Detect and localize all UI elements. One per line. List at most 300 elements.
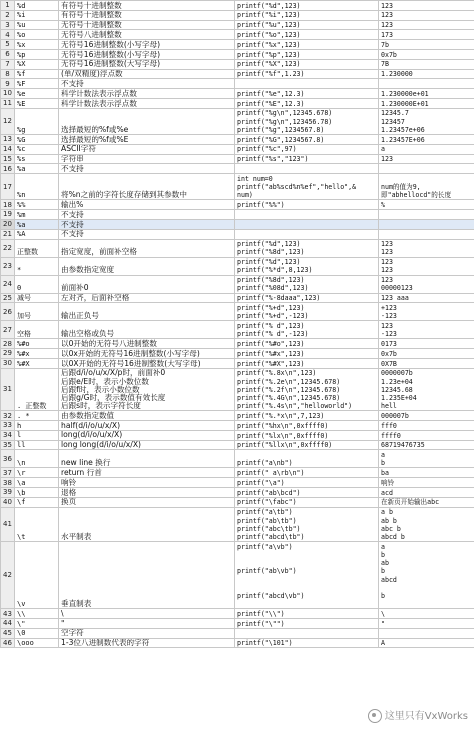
format-cell[interactable]: %F: [15, 79, 59, 89]
code-cell[interactable]: [235, 293, 379, 303]
code-cell[interactable]: [235, 257, 379, 275]
row-number[interactable]: 26: [1, 303, 15, 321]
description-cell[interactable]: 将%n之前的字符长度存储到其参数中: [59, 174, 235, 200]
output-cell[interactable]: [379, 59, 474, 69]
row-number[interactable]: 11: [1, 98, 15, 108]
format-cell[interactable]: *: [15, 257, 59, 275]
format-cell[interactable]: %f: [15, 69, 59, 79]
row-number[interactable]: 24: [1, 275, 15, 293]
description-cell[interactable]: ASCII字符: [59, 144, 235, 154]
output-cell[interactable]: [379, 79, 474, 89]
code-cell[interactable]: [235, 303, 379, 321]
description-cell[interactable]: return 行首: [59, 468, 235, 478]
description-cell[interactable]: 前面补0: [59, 275, 235, 293]
code-cell[interactable]: [235, 421, 379, 431]
sheet-row[interactable]: [1, 257, 474, 275]
sheet-row[interactable]: [1, 210, 474, 220]
row-number[interactable]: 42: [1, 542, 15, 609]
sheet-row[interactable]: [1, 59, 474, 69]
description-cell-line: 后跟f时，表示小数位数: [61, 384, 140, 394]
description-cell[interactable]: [59, 368, 235, 411]
row-number[interactable]: 4: [1, 30, 15, 40]
format-cell[interactable]: \t: [15, 507, 59, 541]
output-cell-line: 在新页开始输出abc: [381, 498, 440, 507]
description-cell[interactable]: half(d/i/o/u/x/X): [59, 421, 235, 431]
sheet-row[interactable]: [1, 200, 474, 210]
format-cell[interactable]: %A: [15, 229, 59, 239]
output-cell[interactable]: [379, 174, 474, 200]
code-cell[interactable]: [235, 40, 379, 50]
code-cell[interactable]: [235, 358, 379, 368]
code-cell[interactable]: [235, 108, 379, 134]
description-cell[interactable]: 换页: [59, 497, 235, 507]
output-cell-line: [381, 221, 472, 229]
description-cell[interactable]: 不支持: [59, 219, 235, 229]
output-cell-line: [381, 600, 472, 608]
code-cell-line: printf("%d",123): [237, 1, 301, 10]
row-number[interactable]: 28: [1, 339, 15, 349]
description-cell[interactable]: 以0x开始的无符号16进制整数(小写字母): [59, 349, 235, 359]
output-cell[interactable]: [379, 638, 474, 648]
format-cell[interactable]: %s: [15, 154, 59, 164]
sheet-row[interactable]: [1, 154, 474, 164]
output-cell[interactable]: [379, 628, 474, 638]
format-cell[interactable]: ll: [15, 440, 59, 450]
row-number[interactable]: 46: [1, 638, 15, 648]
sheet-row[interactable]: [1, 628, 474, 638]
row-number[interactable]: 25: [1, 293, 15, 303]
sheet-row[interactable]: [1, 239, 474, 257]
sheet-row[interactable]: [1, 134, 474, 144]
output-cell[interactable]: [379, 30, 474, 40]
output-cell[interactable]: [379, 619, 474, 629]
code-cell-line: printf("%i",123): [237, 11, 301, 20]
row-number[interactable]: 44: [1, 619, 15, 629]
code-cell[interactable]: [235, 59, 379, 69]
row-number[interactable]: 37: [1, 468, 15, 478]
sheet-row[interactable]: [1, 430, 474, 440]
description-cell[interactable]: 退格: [59, 488, 235, 498]
sheet-row[interactable]: [1, 30, 474, 40]
row-number[interactable]: 45: [1, 628, 15, 638]
sheet-row[interactable]: [1, 79, 474, 89]
code-cell-line: [237, 584, 376, 592]
format-cell[interactable]: %x: [15, 40, 59, 50]
format-cell[interactable]: l: [15, 430, 59, 440]
sheet-row[interactable]: [1, 609, 474, 619]
row-number[interactable]: 15: [1, 154, 15, 164]
output-cell[interactable]: [379, 20, 474, 30]
description-cell[interactable]: 字符串: [59, 154, 235, 164]
sheet-row[interactable]: [1, 229, 474, 239]
description-cell[interactable]: 由参数指定宽度: [59, 257, 235, 275]
code-cell[interactable]: [235, 69, 379, 79]
format-cell[interactable]: h: [15, 421, 59, 431]
description-cell[interactable]: 无符号八进制整数: [59, 30, 235, 40]
format-cell[interactable]: 正整数: [15, 239, 59, 257]
sheet-row[interactable]: [1, 20, 474, 30]
sheet-row[interactable]: [1, 638, 474, 648]
row-number[interactable]: 3: [1, 20, 15, 30]
description-cell[interactable]: 垂直制表: [59, 542, 235, 609]
code-cell[interactable]: [235, 98, 379, 108]
sheet-row[interactable]: [1, 293, 474, 303]
format-cell[interactable]: \f: [15, 497, 59, 507]
description-cell[interactable]: 以0X开始的无符号16进制整数(大写字母): [59, 358, 235, 368]
format-cell[interactable]: %%: [15, 200, 59, 210]
description-cell[interactable]: 无符号十进制整数: [59, 20, 235, 30]
output-cell[interactable]: [379, 358, 474, 368]
output-cell[interactable]: [379, 450, 474, 468]
sheet-row[interactable]: [1, 10, 474, 20]
code-cell[interactable]: [235, 430, 379, 440]
format-cell[interactable]: \n: [15, 450, 59, 468]
description-cell[interactable]: (单/双精度)浮点数: [59, 69, 235, 79]
description-cell[interactable]: 指定宽度，前面补空格: [59, 239, 235, 257]
row-number[interactable]: 38: [1, 478, 15, 488]
sheet-row[interactable]: [1, 619, 474, 629]
sheet-row[interactable]: [1, 507, 474, 541]
row-number[interactable]: 22: [1, 239, 15, 257]
row-number[interactable]: 30: [1, 358, 15, 368]
output-cell-line: [381, 165, 472, 173]
format-cell[interactable]: %a: [15, 164, 59, 174]
row-number[interactable]: 23: [1, 257, 15, 275]
output-cell[interactable]: [379, 69, 474, 79]
code-cell[interactable]: [235, 30, 379, 40]
description-cell[interactable]: 输出空格或负号: [59, 321, 235, 339]
output-cell[interactable]: [379, 411, 474, 421]
description-cell[interactable]: 输出正负号: [59, 303, 235, 321]
format-cell[interactable]: %e: [15, 89, 59, 99]
description-cell[interactable]: 不支持: [59, 79, 235, 89]
output-cell[interactable]: [379, 339, 474, 349]
code-cell[interactable]: [235, 239, 379, 257]
row-number[interactable]: 39: [1, 488, 15, 498]
description-cell[interactable]: 科学计数法表示浮点数: [59, 98, 235, 108]
sheet-row[interactable]: [1, 488, 474, 498]
sheet-row[interactable]: [1, 339, 474, 349]
code-cell[interactable]: [235, 10, 379, 20]
sheet-row[interactable]: [1, 358, 474, 368]
output-cell[interactable]: [379, 303, 474, 321]
format-cell[interactable]: 减号: [15, 293, 59, 303]
output-cell-line: 123457: [381, 117, 405, 126]
format-cell[interactable]: %p: [15, 49, 59, 59]
description-cell[interactable]: 选择最短的%f或%e: [59, 108, 235, 134]
output-cell[interactable]: [379, 497, 474, 507]
format-cell[interactable]: %o: [15, 30, 59, 40]
sheet-row[interactable]: [1, 349, 474, 359]
row-number[interactable]: 20: [1, 219, 15, 229]
output-cell[interactable]: [379, 542, 474, 609]
code-cell[interactable]: [235, 339, 379, 349]
output-cell[interactable]: [379, 609, 474, 619]
row-number[interactable]: 8: [1, 69, 15, 79]
description-cell[interactable]: 空字符: [59, 628, 235, 638]
code-cell[interactable]: [235, 210, 379, 220]
code-cell[interactable]: [235, 497, 379, 507]
description-cell[interactable]: 左对齐，后面补空格: [59, 293, 235, 303]
description-cell[interactable]: 不支持: [59, 164, 235, 174]
output-cell[interactable]: [379, 164, 474, 174]
code-cell[interactable]: [235, 20, 379, 30]
code-cell[interactable]: [235, 49, 379, 59]
format-cell[interactable]: \\: [15, 609, 59, 619]
row-number[interactable]: 9: [1, 79, 15, 89]
output-cell-line: fff0: [381, 421, 397, 430]
row-number[interactable]: 33: [1, 421, 15, 431]
description-cell[interactable]: 水平制表: [59, 507, 235, 541]
sheet-row[interactable]: [1, 303, 474, 321]
description-cell[interactable]: 1-3位八进制数代表的字符: [59, 638, 235, 648]
row-number[interactable]: 27: [1, 321, 15, 339]
sheet-row[interactable]: [1, 164, 474, 174]
code-cell[interactable]: [235, 200, 379, 210]
description-cell[interactable]: long(d/i/o/u/x/X): [59, 430, 235, 440]
format-cell[interactable]: \a: [15, 478, 59, 488]
code-cell[interactable]: [235, 275, 379, 293]
format-cell[interactable]: . *: [15, 411, 59, 421]
format-cell[interactable]: 0: [15, 275, 59, 293]
output-cell[interactable]: [379, 154, 474, 164]
format-cell[interactable]: %d: [15, 1, 59, 11]
code-cell[interactable]: [235, 164, 379, 174]
row-number[interactable]: 34: [1, 430, 15, 440]
sheet-row[interactable]: [1, 49, 474, 59]
description-cell[interactable]: 无符号16进制整数(小写字母): [59, 40, 235, 50]
code-cell[interactable]: [235, 488, 379, 498]
output-cell[interactable]: [379, 239, 474, 257]
description-cell[interactable]: 输出%: [59, 200, 235, 210]
output-cell-line: 0x7b: [381, 50, 397, 59]
output-cell-line: ab b: [381, 516, 397, 525]
sheet-row[interactable]: [1, 98, 474, 108]
description-cell[interactable]: 不支持: [59, 210, 235, 220]
row-number[interactable]: 13: [1, 134, 15, 144]
format-cell[interactable]: 加号: [15, 303, 59, 321]
code-cell-line: printf("%.4s\n","helloworld"): [237, 402, 353, 411]
format-cell[interactable]: %G: [15, 134, 59, 144]
row-number[interactable]: 14: [1, 144, 15, 154]
row-number[interactable]: 36: [1, 450, 15, 468]
format-cell[interactable]: %m: [15, 210, 59, 220]
description-cell[interactable]: \: [59, 609, 235, 619]
sheet-row[interactable]: [1, 542, 474, 609]
format-cell[interactable]: %g: [15, 108, 59, 134]
description-cell[interactable]: ": [59, 619, 235, 629]
output-cell[interactable]: [379, 275, 474, 293]
output-cell[interactable]: [379, 98, 474, 108]
sheet-row[interactable]: [1, 450, 474, 468]
output-cell[interactable]: [379, 144, 474, 154]
row-number[interactable]: 43: [1, 609, 15, 619]
code-cell[interactable]: [235, 79, 379, 89]
description-cell[interactable]: 有符号十进制整数: [59, 10, 235, 20]
sheet-row[interactable]: [1, 368, 474, 411]
code-cell-line: printf("%G",1234567.8): [237, 135, 325, 144]
row-number[interactable]: 41: [1, 507, 15, 541]
format-cell[interactable]: %#X: [15, 358, 59, 368]
row-number[interactable]: 17: [1, 174, 15, 200]
output-cell[interactable]: [379, 468, 474, 478]
format-cell[interactable]: %n: [15, 174, 59, 200]
row-number[interactable]: 21: [1, 229, 15, 239]
output-cell[interactable]: [379, 229, 474, 239]
format-cell[interactable]: %#o: [15, 339, 59, 349]
code-cell-line: printf("%08d",123): [237, 284, 309, 293]
output-cell[interactable]: [379, 134, 474, 144]
code-cell[interactable]: [235, 628, 379, 638]
output-cell-line: a: [381, 145, 385, 154]
code-cell[interactable]: [235, 411, 379, 421]
row-number[interactable]: 12: [1, 108, 15, 134]
format-cell[interactable]: \": [15, 619, 59, 629]
output-cell-line: 00000123: [381, 284, 413, 293]
output-cell[interactable]: [379, 108, 474, 134]
sheet-row[interactable]: [1, 89, 474, 99]
row-number[interactable]: 19: [1, 210, 15, 220]
code-cell[interactable]: [235, 174, 379, 200]
row-number[interactable]: 1: [1, 1, 15, 11]
output-cell[interactable]: [379, 10, 474, 20]
format-cell[interactable]: 空格: [15, 321, 59, 339]
sheet-row[interactable]: [1, 497, 474, 507]
format-cell[interactable]: %#x: [15, 349, 59, 359]
row-number[interactable]: 16: [1, 164, 15, 174]
output-cell[interactable]: [379, 430, 474, 440]
output-cell-line: ffff0: [381, 431, 401, 440]
output-cell[interactable]: [379, 368, 474, 411]
code-cell[interactable]: [235, 89, 379, 99]
code-cell[interactable]: [235, 219, 379, 229]
row-number[interactable]: 32: [1, 411, 15, 421]
sheet-row[interactable]: [1, 421, 474, 431]
description-cell[interactable]: long long(d/i/o/u/x/X): [59, 440, 235, 450]
row-number[interactable]: 6: [1, 49, 15, 59]
code-cell[interactable]: [235, 609, 379, 619]
output-cell-line: 0X7B: [381, 359, 397, 368]
description-cell[interactable]: 由参数指定数值: [59, 411, 235, 421]
format-cell[interactable]: \ooo: [15, 638, 59, 648]
code-cell[interactable]: [235, 229, 379, 239]
output-cell[interactable]: [379, 40, 474, 50]
output-cell[interactable]: [379, 219, 474, 229]
output-cell[interactable]: [379, 478, 474, 488]
code-cell[interactable]: [235, 638, 379, 648]
code-cell[interactable]: [235, 507, 379, 541]
row-number[interactable]: 31: [1, 368, 15, 411]
output-cell[interactable]: [379, 89, 474, 99]
row-number[interactable]: 5: [1, 40, 15, 50]
row-number[interactable]: 18: [1, 200, 15, 210]
sheet-row[interactable]: [1, 411, 474, 421]
output-cell[interactable]: [379, 210, 474, 220]
description-cell[interactable]: 选择最短的%f或%E: [59, 134, 235, 144]
sheet-row[interactable]: [1, 468, 474, 478]
code-cell[interactable]: [235, 134, 379, 144]
output-cell[interactable]: [379, 49, 474, 59]
output-cell[interactable]: [379, 1, 474, 11]
code-cell[interactable]: [235, 619, 379, 629]
description-cell[interactable]: 以0开始的无符号八进制整数: [59, 339, 235, 349]
output-cell[interactable]: [379, 200, 474, 210]
row-number[interactable]: 35: [1, 440, 15, 450]
row-number[interactable]: 40: [1, 497, 15, 507]
output-cell[interactable]: [379, 488, 474, 498]
row-number[interactable]: 10: [1, 89, 15, 99]
format-cell[interactable]: %X: [15, 59, 59, 69]
sheet-row[interactable]: [1, 174, 474, 200]
format-cell[interactable]: \0: [15, 628, 59, 638]
format-cell[interactable]: %c: [15, 144, 59, 154]
output-cell[interactable]: [379, 507, 474, 541]
sheet-row[interactable]: [1, 321, 474, 339]
output-cell-line: b: [381, 550, 385, 559]
code-cell[interactable]: [235, 144, 379, 154]
code-cell[interactable]: [235, 440, 379, 450]
output-cell-line: b: [381, 591, 385, 600]
sheet-row[interactable]: [1, 144, 474, 154]
code-cell[interactable]: [235, 1, 379, 11]
format-cell[interactable]: \r: [15, 468, 59, 478]
format-cell[interactable]: %E: [15, 98, 59, 108]
code-cell[interactable]: [235, 468, 379, 478]
code-cell[interactable]: [235, 450, 379, 468]
format-cell[interactable]: . 正整数: [15, 368, 59, 411]
output-cell[interactable]: [379, 321, 474, 339]
description-cell[interactable]: 有符号十进制整数: [59, 1, 235, 11]
description-cell[interactable]: new line 换行: [59, 450, 235, 468]
description-cell[interactable]: 无符号16进制整数(小写字母): [59, 49, 235, 59]
code-cell-line: printf("%g",1234567.8): [237, 125, 325, 134]
sheet-row[interactable]: [1, 1, 474, 11]
sheet-row[interactable]: [1, 40, 474, 50]
format-cell[interactable]: %u: [15, 20, 59, 30]
output-cell[interactable]: [379, 440, 474, 450]
format-cell[interactable]: \v: [15, 542, 59, 609]
row-number[interactable]: 29: [1, 349, 15, 359]
sheet-row[interactable]: [1, 69, 474, 79]
code-cell[interactable]: [235, 542, 379, 609]
description-cell[interactable]: 科学计数法表示浮点数: [59, 89, 235, 99]
code-cell[interactable]: [235, 478, 379, 488]
code-cell[interactable]: [235, 349, 379, 359]
code-cell-line: printf("\\"): [237, 609, 285, 618]
sheet-row[interactable]: [1, 478, 474, 488]
code-cell[interactable]: [235, 321, 379, 339]
format-cell[interactable]: \b: [15, 488, 59, 498]
sheet-row[interactable]: [1, 440, 474, 450]
format-cell[interactable]: %a: [15, 219, 59, 229]
output-cell[interactable]: [379, 421, 474, 431]
sheet-row[interactable]: [1, 219, 474, 229]
row-number[interactable]: 7: [1, 59, 15, 69]
sheet-row[interactable]: [1, 275, 474, 293]
row-number[interactable]: 2: [1, 10, 15, 20]
description-cell[interactable]: 无符号16进制整数(大写字母): [59, 59, 235, 69]
output-cell[interactable]: [379, 257, 474, 275]
sheet-row[interactable]: [1, 108, 474, 134]
output-cell[interactable]: [379, 293, 474, 303]
output-cell[interactable]: [379, 349, 474, 359]
code-cell[interactable]: [235, 368, 379, 411]
code-cell[interactable]: [235, 154, 379, 164]
output-cell-line: 1.235E+04: [381, 393, 417, 402]
format-cell[interactable]: %i: [15, 10, 59, 20]
description-cell[interactable]: 响铃: [59, 478, 235, 488]
description-cell[interactable]: 不支持: [59, 229, 235, 239]
